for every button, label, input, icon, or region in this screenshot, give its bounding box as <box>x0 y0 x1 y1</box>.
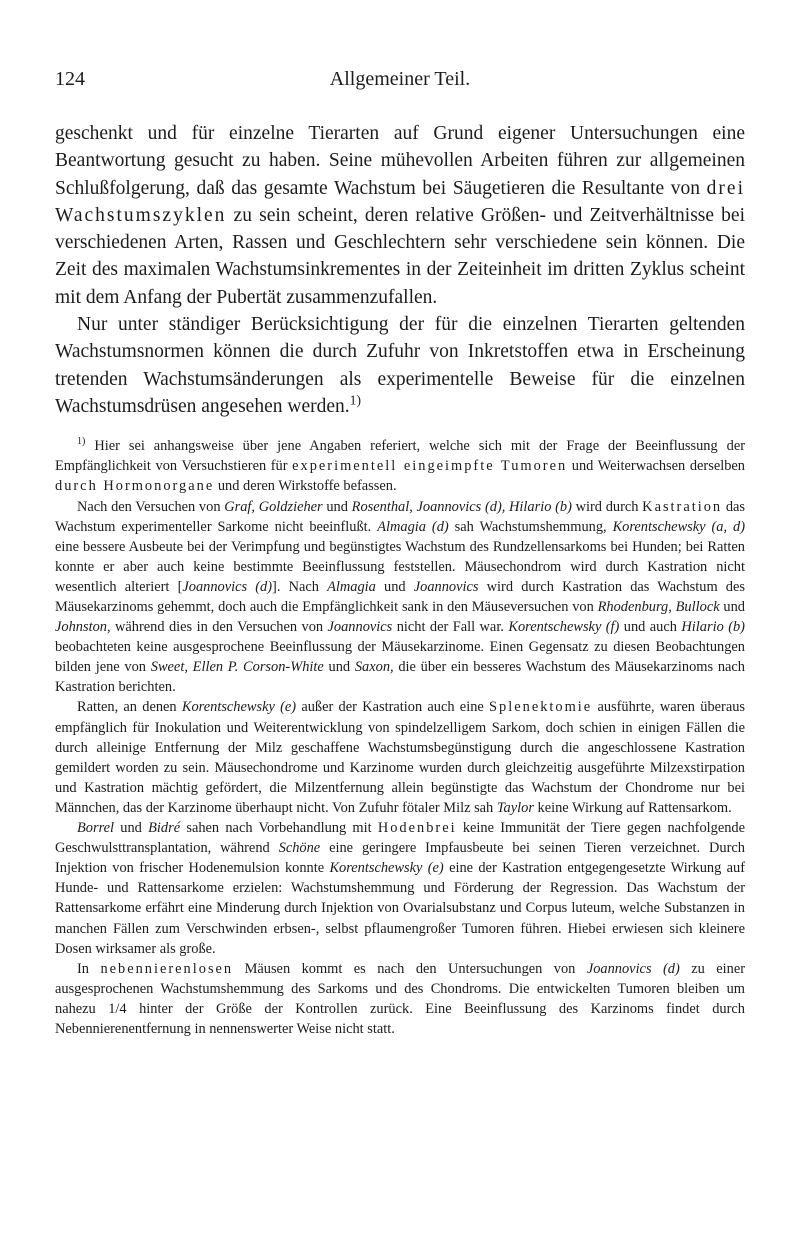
text-run: sahen nach Vorbehandlung mit <box>180 820 378 837</box>
spaced-emphasis: nebennierenlosen <box>100 960 234 977</box>
text-run: wird durch <box>571 498 643 515</box>
text-run: und <box>719 599 746 616</box>
text-run: Hier sei anhangsweise über jene Angaben referiert, welche sich mit der Frage der Beeinflussung der Empfänglichkeit von Versuchstieren für <box>55 438 745 475</box>
author-citation: Johnston, <box>55 619 111 636</box>
author-citation: Almagia <box>327 578 376 595</box>
author-citation: Taylor <box>496 799 534 816</box>
text-run: keine Immunität der Tiere gegen nachfolgende Geschwulsttransplantation, während <box>55 820 745 857</box>
text-run: wird durch Kastration das Wachstum des Mäusekarzinoms gehemmt, doch auch die Empfänglichkeit sank in den Mäuseversuchen von <box>55 578 745 616</box>
text-run: Nach den Versuchen von <box>77 498 225 515</box>
author-citation: Joannovics (d) <box>586 960 680 977</box>
text-run: zu einer ausgesprochenen Wachstumshemmung des Sarkoms und des Chondroms. Die entwickelten Tumoren bleiben um nahezu <box>55 960 745 1017</box>
page-number: 124 <box>55 68 85 90</box>
author-citation: Bidré <box>148 820 181 837</box>
text-run: keine Wirkung auf Rattensarkom. <box>533 799 732 816</box>
fraction: 1/4 <box>108 1000 127 1017</box>
spaced-emphasis: durch Hormonorgane <box>55 478 215 495</box>
text-run: hinter der Größe der Kontrollen zurück. Eine Beeinflussung des Karzinoms findet durch Nebennierenentfernung in nennenswerter Weise nicht statt. <box>55 1000 745 1037</box>
text-run: eine der Kastration entgegengesetzte Wirkung auf Hunde- und Rattensarkome erzielen: Wachstumshemmung und Förderung der Regression. Das Wachstum der Rattensarkome erfährt eine Minderung durch Injektion von Ovarialsubstanz und Corpus luteum, welche Substanzen in manchen Fällen zum Verschwinden erbsen-, selbst pflaumengroßer Tumoren führen. Hiebei erwiesen sich kleinere Dosen wirksamer als große. <box>55 860 745 957</box>
author-citation: Korentschewsky (a, d) <box>612 518 745 535</box>
footnote-paragraph-4 <box>55 818 745 959</box>
text-run: während dies in den Versuchen von <box>110 619 328 636</box>
author-citation: Schöne <box>278 840 321 857</box>
footnote-paragraph-2 <box>55 497 745 698</box>
author-citation: Korentschewsky (e) <box>329 860 444 877</box>
spaced-emphasis: Hodenbrei <box>377 820 457 837</box>
spaced-emphasis: drei Wachstumszyklen <box>55 177 745 226</box>
footnote-marker: 1) <box>77 436 86 448</box>
book-page <box>55 68 745 1039</box>
text-run: eine geringere Impfausbeute bei seinen Tieren verzeichnet. Durch Injektion von frischer Hodenemulsion konnte <box>55 840 745 877</box>
text-run: zu sein scheint, deren relative Größen- und Zeitverhältnisse bei verschiedenen Arten, Rassen und Geschlechtern sehr verschiedene sein können. Die Zeit des maximalen Wachstumsinkrementes in der Zeiteinheit im dritten Zyklus scheint mit dem Anfang der Pubertät zusammenzufallen. <box>55 204 745 308</box>
text-run: und <box>323 659 355 676</box>
spaced-emphasis: Splenektomie <box>489 699 593 716</box>
text-run: und deren Wirkstoffe befassen. <box>214 478 397 495</box>
author-citation: Joannovics <box>413 578 479 595</box>
text-run: sah Wachstumshemmung, <box>448 518 613 535</box>
text-run: nicht der Fall war. <box>392 619 509 636</box>
author-citation: Hilario (b) <box>681 619 745 636</box>
running-head <box>55 68 745 98</box>
text-run: und <box>375 578 414 595</box>
paragraph-1 <box>55 120 745 311</box>
footnotes <box>55 436 745 1039</box>
text-run: ausführte, waren überaus empfänglich für Inokulation und Weiterentwicklung von spindelzelligem Sarkom, doch schien in einigen Fällen die durch alleinige Entfernung der Milz geschaffene Wachstumsbegünstigung durch die angeschlossene Kastration gemildert worden zu sein. Mäusechondrome und Karzinome wurden durch gleichzeitig ausgeführte Milzexstirpation und Kastration mächtig gefördert, die Milzentfernung allein begünstigte das Wachstum der Chondrome nur bei Männchen, das der Karzinome überhaupt nicht. Von Zufuhr fötaler Milz sah <box>55 699 746 816</box>
author-citation: Almagia (d) <box>377 518 449 535</box>
text-run: eine bessere Ausbeute bei der Verimpfung und begünstigtes Wachstum des Rundzellensarkoms bei Hunden; bei Ratten konnte er aber auch keine bestimmte Beeinflussung feststellen. Mäusechondrom wird durch Kastration nicht wesentlich alteriert [ <box>55 538 745 595</box>
main-text <box>55 120 745 420</box>
author-citation: Korentschewsky (f) <box>508 619 620 636</box>
text-run: und <box>114 820 149 837</box>
footnote-reference[interactable]: 1) <box>349 392 361 408</box>
author-citation: Korentschewsky (e) <box>181 699 297 716</box>
text-run: das Wachstum experimenteller Sarkome nicht beeinflußt. <box>55 498 746 535</box>
text-run: geschenkt und für einzelne Tierarten auf Grund eigener Untersuchungen eine Beantwortung gesucht zu haben. Seine mühevollen Arbeiten führen zur allgemeinen Schlußfolgerung, daß das gesamte Wachstum bei Säugetieren die Resultante von <box>55 123 745 199</box>
author-citation: Joannovics (d) <box>182 578 273 595</box>
text-run: beobachteten keine ausgesprochene Beeinflussung der Mäusekarzinome. Einen Gegensatz zu diesen Beobachtungen bilden jene von <box>55 639 745 676</box>
footnote-paragraph-3 <box>55 697 745 818</box>
spaced-emphasis: experimentell eingeimpfte Tumoren <box>292 458 568 475</box>
paragraph-2 <box>55 311 745 420</box>
text-run: die über ein besseres Wachstum des Mäusekarzinoms nach Kastration berichten. <box>55 659 745 696</box>
text-run: und auch <box>619 619 682 636</box>
author-citation: Joannovics <box>327 619 393 636</box>
footnote-paragraph-5 <box>55 959 745 1039</box>
author-citation: Borrel <box>77 820 115 837</box>
author-citation: Rosenthal, Joannovics (d), Hilario (b) <box>351 498 572 515</box>
text-run: außer der Kastration auch eine <box>296 699 490 716</box>
footnote-1 <box>55 436 745 496</box>
text-run: und <box>322 498 352 515</box>
spaced-emphasis: Kastration <box>642 498 723 515</box>
author-citation: Rhodenburg, Bullock <box>597 599 720 616</box>
author-citation: Saxon, <box>354 659 394 676</box>
text-run: ]. Nach <box>272 578 328 595</box>
running-title: Allgemeiner Teil. <box>329 68 471 90</box>
text-run: und Weiterwachsen derselben <box>567 458 745 475</box>
text-run: Mäusen kommt es nach den Untersuchungen von <box>233 960 587 977</box>
text-run: Ratten, an denen <box>77 699 182 716</box>
text-run: Nur unter ständiger Berücksichtigung der für die einzelnen Tierarten geltenden Wachstumsnormen können die durch Zufuhr von Inkretstoffen etwa in Erscheinung tretenden Wachstumsänderungen als experimentelle Beweise für die einzelnen Wachstumsdrüsen angesehen werden. <box>55 314 745 417</box>
text-run: In <box>77 960 101 977</box>
author-citation: Graf, Goldzieher <box>224 498 323 515</box>
author-citation: Sweet, Ellen P. Corson-White <box>150 659 324 676</box>
